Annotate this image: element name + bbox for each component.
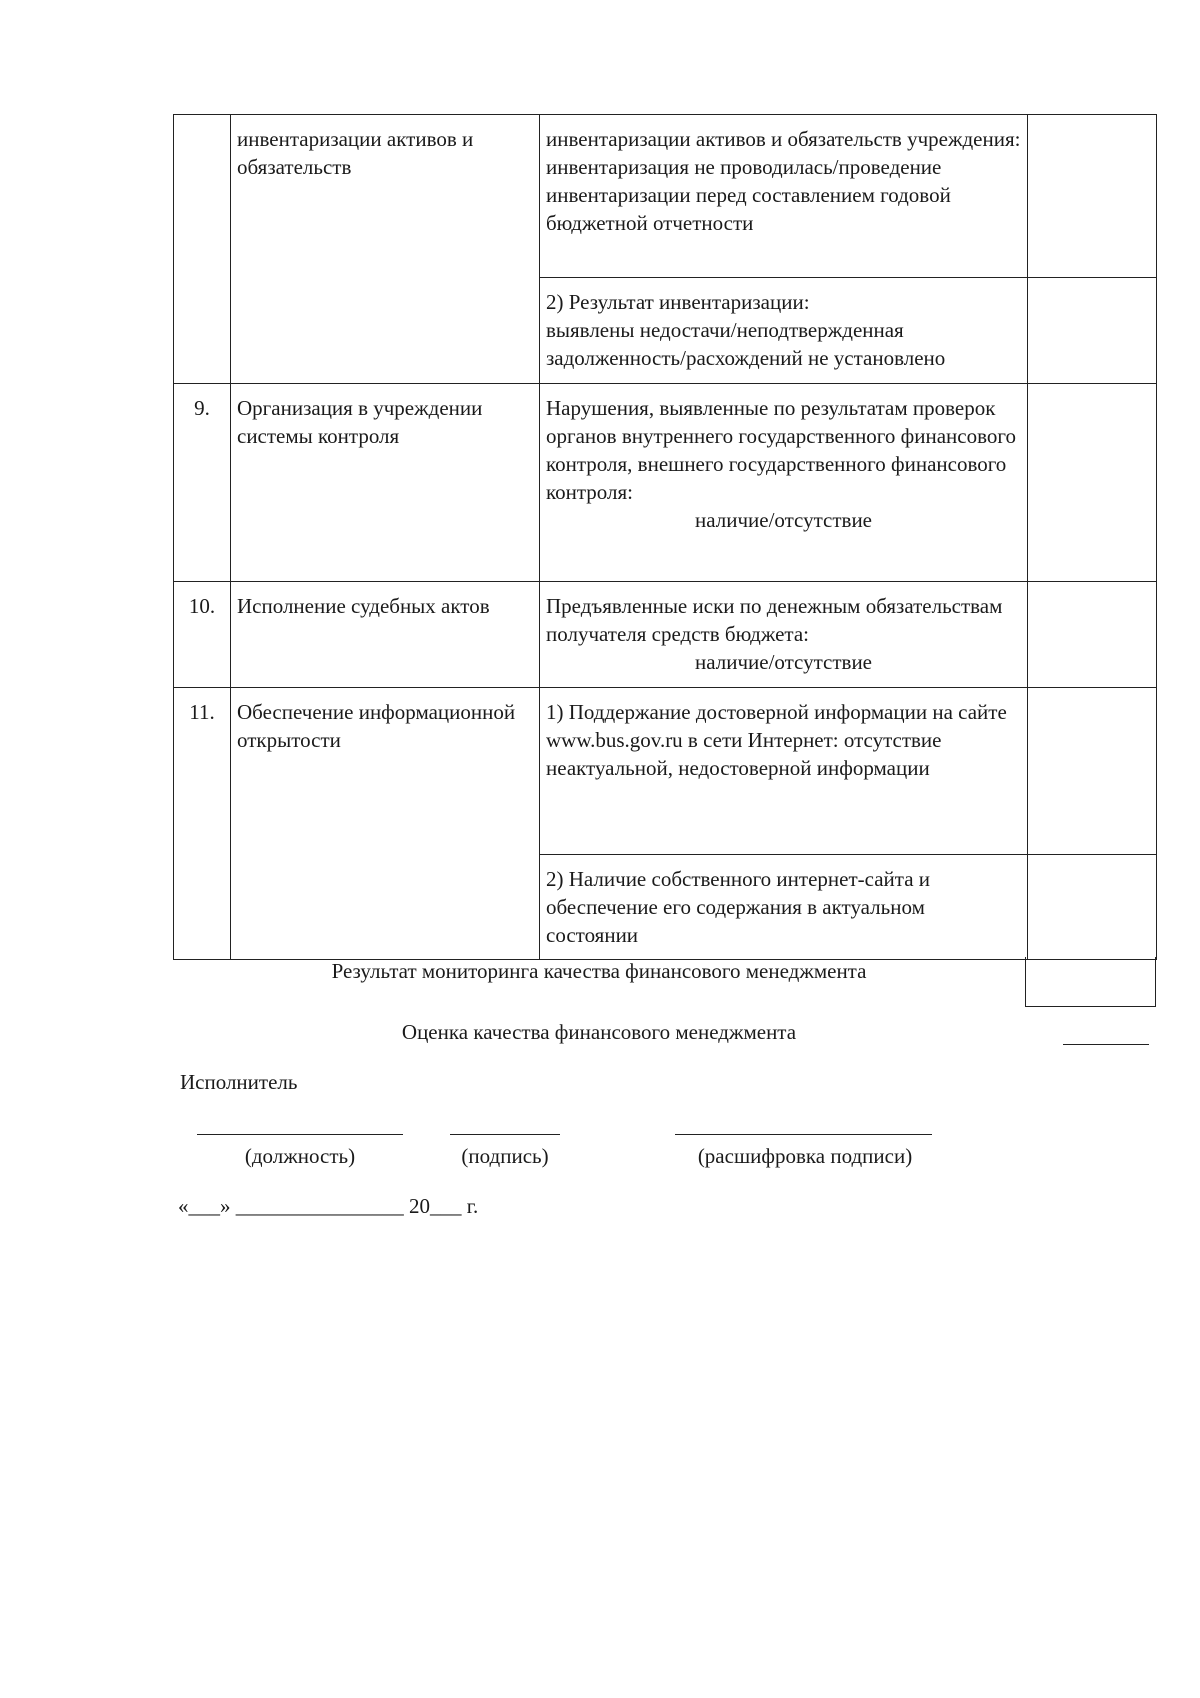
table-row [174, 384, 1157, 582]
indicator-name: Исполнение судебных актов [231, 582, 540, 688]
table-row [174, 582, 1157, 688]
criterion-text: инвентаризации активов и обязательств учреждения: инвентаризация не проводилась/проведение инвентаризации перед составлением годовой бюджетной отчетности [540, 115, 1028, 278]
monitoring-table [173, 114, 1157, 960]
quality-grade-label: Оценка качества финансового менеджмента [401, 1020, 797, 1044]
monitoring-result-box[interactable] [1025, 957, 1156, 1007]
table-row [174, 115, 1157, 278]
row-number: 10. [174, 582, 231, 688]
signature-line[interactable] [450, 1134, 560, 1135]
quality-grade-line[interactable] [1063, 1044, 1149, 1045]
signature-caption: (подпись) [461, 1144, 549, 1168]
decoding-line[interactable] [675, 1134, 932, 1135]
row-number [174, 115, 231, 384]
position-line[interactable] [197, 1134, 403, 1135]
score-cell[interactable] [1028, 278, 1157, 384]
monitoring-result-label: Результат мониторинга качества финансового менеджмента [331, 959, 867, 983]
criterion-text: Нарушения, выявленные по результатам проверок органов внутреннего государственного финансового контроля, внешнего государственного финансового контроля: [546, 396, 1016, 504]
score-cell[interactable] [1028, 582, 1157, 688]
indicator-name: инвентаризации активов и обязательств [231, 115, 540, 384]
criterion-cell [540, 582, 1028, 688]
criterion-cell [540, 384, 1028, 582]
score-cell[interactable] [1028, 384, 1157, 582]
score-cell[interactable] [1028, 115, 1157, 278]
position-caption: (должность) [244, 1144, 356, 1168]
criterion-text: 2) Наличие собственного интернет-сайта и обеспечение его содержания в актуальном состоянии [540, 855, 1028, 960]
indicator-name: Обеспечение информационной открытости [231, 688, 540, 960]
criterion-text: 1) Поддержание достоверной информации на сайте www.bus.gov.ru в сети Интернет: отсутствие неактуальной, недостоверной информации [540, 688, 1028, 855]
date-field[interactable]: «___» ________________ 20___ г. [178, 1194, 479, 1218]
score-cell[interactable] [1028, 855, 1157, 960]
decoding-caption: (расшифровка подписи) [697, 1144, 913, 1168]
criterion-text: 2) Результат инвентаризации: выявлены недостачи/неподтвержденная задолженность/расхождений не установлено [540, 278, 1028, 384]
score-cell[interactable] [1028, 688, 1157, 855]
indicator-name: Организация в учреждении системы контроля [231, 384, 540, 582]
executor-label: Исполнитель [180, 1070, 298, 1094]
table-row [174, 688, 1157, 855]
row-number: 9. [174, 384, 231, 582]
criterion-options: наличие/отсутствие [694, 650, 873, 674]
criterion-options: наличие/отсутствие [694, 508, 873, 532]
row-number: 11. [174, 688, 231, 960]
criterion-text: Предъявленные иски по денежным обязательствам получателя средств бюджета: [546, 594, 1003, 646]
